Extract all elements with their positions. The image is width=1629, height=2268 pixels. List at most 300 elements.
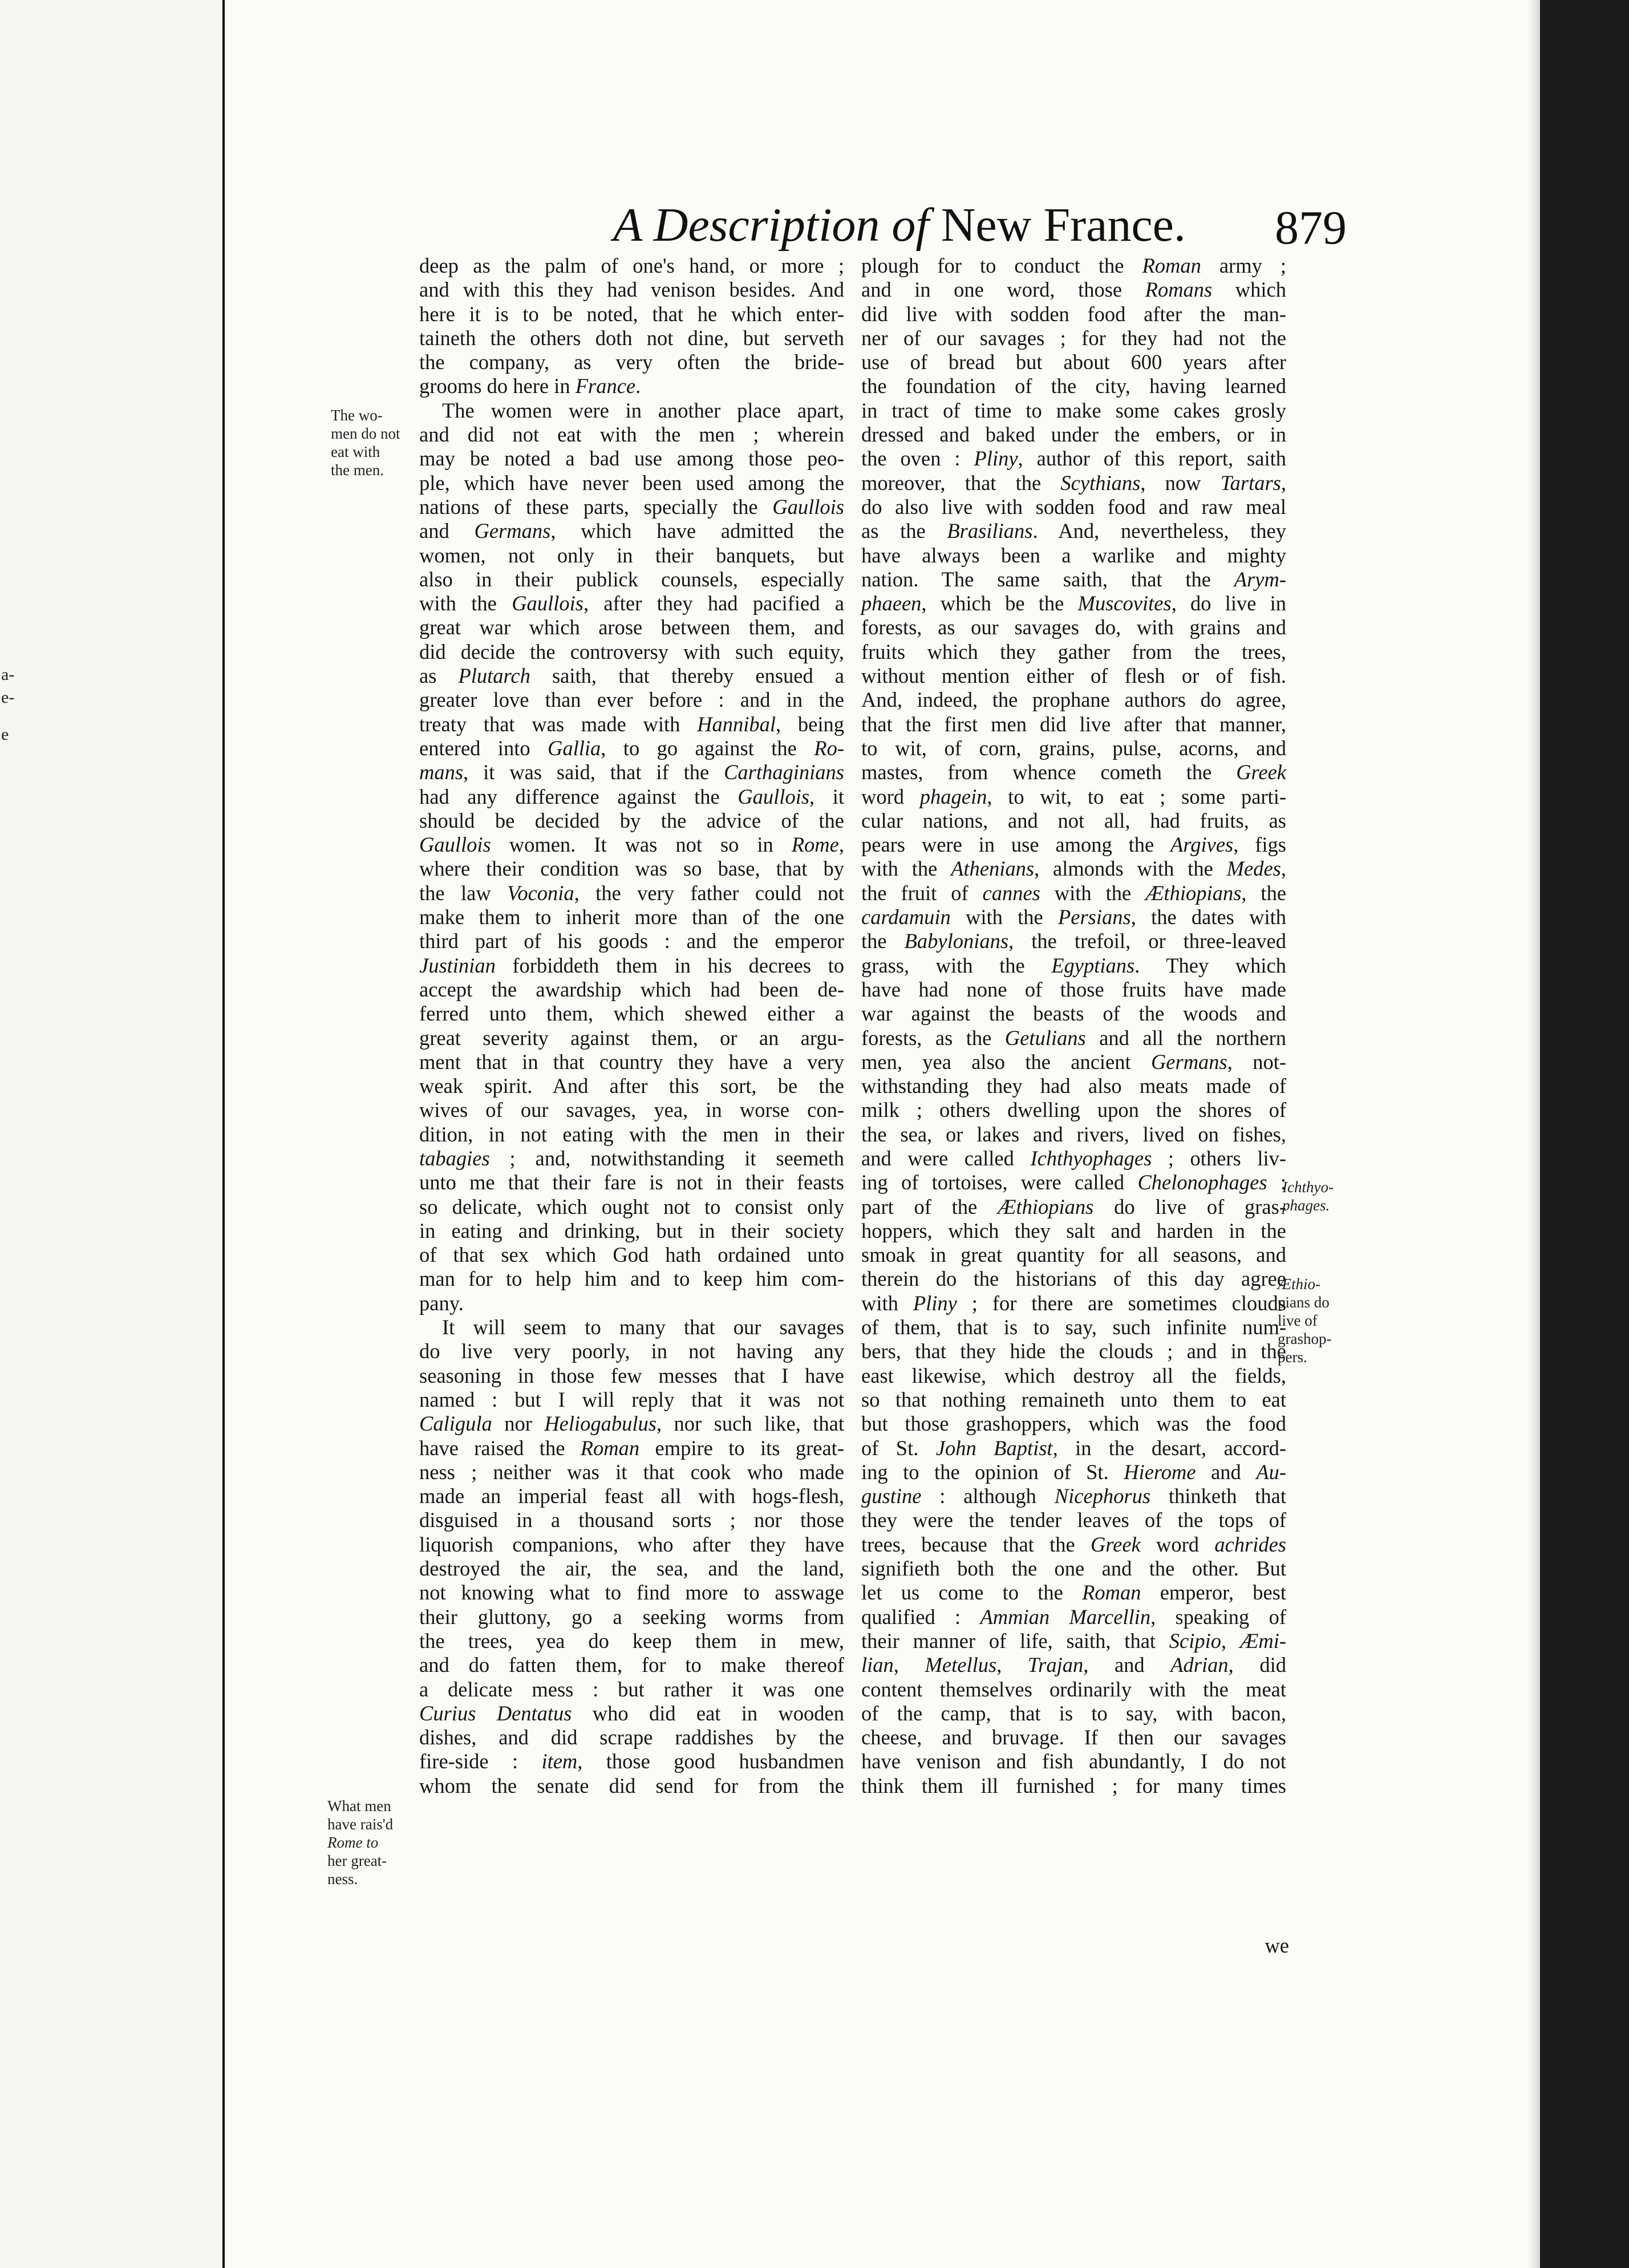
text-line xyxy=(861,447,1286,471)
text-line xyxy=(419,1050,844,1074)
text-line xyxy=(419,544,844,568)
text-line xyxy=(861,640,1286,664)
text-segment: the xyxy=(861,929,905,953)
text-segment: grooms do here in xyxy=(419,374,576,398)
text-line xyxy=(419,640,844,664)
text-line xyxy=(861,350,1286,374)
text-segment: Gaullois xyxy=(419,833,491,857)
text-segment: unto me that their fare is not in their feasts xyxy=(419,1171,844,1194)
text-line xyxy=(419,302,844,326)
text-segment: as the xyxy=(861,519,947,543)
text-segment: the law xyxy=(419,881,508,905)
text-line xyxy=(861,1508,1286,1532)
text-segment: use of bread but about 600 years after xyxy=(861,350,1286,374)
text-segment: , do live in xyxy=(1171,592,1286,615)
text-line xyxy=(419,809,844,833)
text-segment: grass, with the xyxy=(861,953,1052,977)
text-line xyxy=(861,1388,1286,1412)
text-segment: war against the beasts of the woods and xyxy=(861,1002,1286,1026)
text-segment: Rome xyxy=(791,833,839,857)
text-line xyxy=(861,1702,1286,1726)
text-segment: : xyxy=(1267,1171,1286,1194)
text-line xyxy=(861,1678,1286,1702)
text-line xyxy=(861,736,1286,760)
text-segment: entered into xyxy=(419,736,548,760)
text-segment: ple, which have never been used among the xyxy=(419,471,844,495)
text-segment: Arym- xyxy=(1234,567,1286,591)
text-line xyxy=(861,857,1286,881)
text-segment: Greek xyxy=(1236,760,1286,784)
text-segment: nations of these parts, specially the xyxy=(419,495,773,519)
text-line xyxy=(419,1388,844,1412)
text-segment: and did not eat with the men ; wherein xyxy=(419,423,844,447)
text-line xyxy=(419,592,844,615)
text-segment: milk ; others dwelling upon the shores of xyxy=(861,1098,1286,1122)
text-segment: , nor such like, that xyxy=(657,1412,845,1436)
text-line xyxy=(861,302,1286,326)
text-segment: Greek xyxy=(1090,1532,1141,1556)
text-line xyxy=(861,592,1286,615)
text-segment: : although xyxy=(921,1484,1055,1508)
text-segment: , speaking of xyxy=(1150,1605,1286,1629)
text-line xyxy=(419,1629,844,1653)
text-segment: liquorish companions, who after they have xyxy=(419,1532,844,1556)
text-segment: should be decided by the advice of the xyxy=(419,808,844,832)
text-segment: think them ill furnished ; for many times xyxy=(861,1773,1286,1797)
text-segment: with the xyxy=(861,857,951,881)
text-line xyxy=(419,736,844,760)
text-segment: , it xyxy=(809,784,844,808)
running-title-roman: New France. xyxy=(941,199,1186,252)
text-segment: , to wit, to eat ; some parti- xyxy=(987,784,1286,808)
text-segment: did decide the controversy with such equity, xyxy=(419,639,844,663)
text-line xyxy=(861,1533,1286,1557)
text-line xyxy=(861,1653,1286,1677)
text-segment: , to go against the xyxy=(601,736,814,760)
page-fold-shadow xyxy=(1527,0,1540,2268)
text-line xyxy=(861,1774,1286,1798)
fragment: e- xyxy=(1,688,15,707)
text-line xyxy=(861,954,1286,978)
text-segment: ; for there are sometimes clouds xyxy=(957,1291,1286,1315)
text-line xyxy=(861,471,1286,495)
text-segment: Scythians xyxy=(1060,471,1141,495)
text-segment: Roman xyxy=(1082,1581,1141,1605)
text-segment: Egyptians xyxy=(1051,953,1135,977)
text-segment: greater love than ever before : and in the xyxy=(419,688,844,712)
text-line xyxy=(419,664,844,688)
text-segment: here it is to be noted, that he which enter- xyxy=(419,302,844,326)
text-line xyxy=(419,1002,844,1026)
text-segment: Voconia xyxy=(507,881,574,905)
text-line xyxy=(419,978,844,1002)
text-segment: France xyxy=(575,374,636,398)
text-segment: Hannibal xyxy=(697,712,776,736)
text-segment: Persians xyxy=(1057,905,1131,929)
text-segment: , those good husbandmen xyxy=(577,1749,844,1773)
text-segment: dressed and baked under the embers, or in xyxy=(861,423,1286,447)
margin-note-line: Ichthyo- xyxy=(1282,1178,1334,1196)
text-segment: And, indeed, the prophane authors do agree, xyxy=(861,688,1286,712)
text-line xyxy=(861,1002,1286,1026)
text-line xyxy=(861,664,1286,688)
text-line xyxy=(861,785,1286,809)
text-segment: thinketh that xyxy=(1150,1484,1286,1508)
text-line xyxy=(861,1315,1286,1339)
text-line xyxy=(861,326,1286,350)
text-segment: Gaullois xyxy=(512,592,583,615)
fragment: a- xyxy=(1,665,15,684)
text-line xyxy=(419,1774,844,1798)
text-line xyxy=(861,1605,1286,1629)
text-line xyxy=(419,519,844,543)
text-segment: Argives xyxy=(1170,833,1234,857)
text-segment: made an imperial feast all with hogs-flesh, xyxy=(419,1484,844,1508)
text-segment: , author of this report, saith xyxy=(1018,447,1286,471)
text-segment: Plutarch xyxy=(458,664,530,688)
text-line xyxy=(419,568,844,592)
text-line xyxy=(419,905,844,929)
text-segment: with the xyxy=(950,905,1058,929)
text-segment: and in one word, those xyxy=(861,278,1145,302)
text-segment: without mention either of flesh or of fish. xyxy=(861,664,1286,688)
text-segment: . xyxy=(635,374,641,398)
text-segment: The women were in another place apart, xyxy=(442,398,844,422)
text-line xyxy=(419,1533,844,1557)
text-segment: do live of gras- xyxy=(1093,1194,1286,1218)
text-segment: . They which xyxy=(1134,953,1286,977)
text-segment: Germans xyxy=(474,519,551,543)
text-segment: therein do the historians of this day agree xyxy=(861,1267,1286,1291)
text-segment: Æmi- xyxy=(1239,1629,1286,1653)
text-segment: and with this they had venison besides. And xyxy=(419,278,844,302)
text-segment: have had none of those fruits have made xyxy=(861,977,1286,1001)
margin-note-ichthyophages xyxy=(1282,1178,1362,1214)
text-segment: smoak in great quantity for all seasons, and xyxy=(861,1243,1286,1267)
text-line xyxy=(861,1267,1286,1291)
text-line xyxy=(419,785,844,809)
text-segment: the fruit of xyxy=(861,881,983,905)
text-segment: their gluttony, go a seeking worms from xyxy=(419,1605,844,1629)
text-segment: do live very poorly, in not having any xyxy=(419,1339,844,1363)
text-segment: , the trefoil, or three-leaved xyxy=(1008,929,1286,953)
text-line xyxy=(861,1460,1286,1484)
margin-note-rome xyxy=(327,1797,419,1888)
text-segment: , in the desart, accord- xyxy=(1052,1436,1286,1460)
text-segment: Hierome xyxy=(1124,1460,1196,1484)
text-segment: word xyxy=(1140,1532,1215,1556)
text-segment: seasoning in those few messes that I have xyxy=(419,1363,844,1387)
text-segment: , xyxy=(1280,857,1287,881)
text-segment: part of the xyxy=(861,1194,998,1218)
margin-note-line: Rome to xyxy=(327,1834,379,1851)
text-line xyxy=(419,954,844,978)
text-segment: Getulians xyxy=(1004,1026,1086,1050)
text-segment: third part of his goods : and the emperor xyxy=(419,929,844,953)
text-segment: bers, that they hide the clouds ; and in the xyxy=(861,1339,1286,1363)
text-segment: they were the tender leaves of the tops of xyxy=(861,1508,1286,1532)
text-segment: dition, in not eating with the men in their xyxy=(419,1122,844,1146)
text-segment: who did eat in wooden xyxy=(572,1701,844,1725)
margin-note-line: phages. xyxy=(1282,1197,1330,1214)
text-segment: ferred unto them, which shewed either a xyxy=(419,1002,844,1026)
margin-note-line: men do not xyxy=(331,425,400,442)
text-segment: empire to its great- xyxy=(639,1436,844,1460)
text-line xyxy=(419,1315,844,1339)
text-line xyxy=(861,615,1286,639)
text-segment: Tartars xyxy=(1220,471,1281,495)
text-segment: , xyxy=(893,1653,925,1677)
text-line xyxy=(861,519,1286,543)
text-line xyxy=(861,1364,1286,1388)
text-segment: make them to inherit more than of the one xyxy=(419,905,844,929)
text-segment: so delicate, which ought not to consist only xyxy=(419,1194,844,1218)
text-line xyxy=(419,1219,844,1243)
text-segment: Gallia xyxy=(547,736,601,760)
text-segment: mastes, from whence cometh the xyxy=(861,760,1237,784)
text-line xyxy=(419,1026,844,1050)
text-segment: Romans xyxy=(1145,278,1213,302)
text-segment: ; and, notwithstanding it seemeth xyxy=(489,1146,844,1170)
text-segment: hoppers, which they salt and harden in the xyxy=(861,1218,1286,1242)
text-segment: the trees, yea do keep them in mew, xyxy=(419,1629,844,1653)
catchword: we xyxy=(1265,1934,1289,1957)
text-segment: lian xyxy=(861,1653,894,1677)
text-line xyxy=(419,1339,844,1363)
text-segment: item xyxy=(541,1749,578,1773)
text-segment: let us come to the xyxy=(861,1581,1083,1605)
text-line xyxy=(419,1436,844,1460)
text-line xyxy=(419,712,844,736)
text-segment: with the xyxy=(419,592,512,615)
text-segment: disguised in a thousand sorts ; nor those xyxy=(419,1508,844,1532)
text-segment: to wit, of corn, grains, pulse, acorns, and xyxy=(861,736,1286,760)
margin-note-line: the men. xyxy=(331,461,384,479)
previous-page-edge xyxy=(0,0,222,2268)
text-segment: that the first men did live after that manner, xyxy=(861,712,1286,736)
text-segment: ing of tortoises, were called xyxy=(861,1171,1138,1194)
text-line xyxy=(419,1147,844,1171)
text-line xyxy=(861,1195,1286,1219)
margin-note-line: ness. xyxy=(327,1870,358,1888)
text-segment: deep as the palm of one's hand, or more ; xyxy=(419,254,844,277)
page-number: 879 xyxy=(1275,201,1347,254)
text-line xyxy=(861,905,1286,929)
text-segment: Heliogabulus xyxy=(544,1412,657,1436)
text-segment: trees, because that the xyxy=(861,1532,1091,1556)
text-line xyxy=(419,615,844,639)
text-segment: accept the awardship which had been de- xyxy=(419,977,844,1001)
text-segment: cardamuin xyxy=(861,905,951,929)
text-segment: men, yea also the ancient xyxy=(861,1050,1151,1074)
text-segment: women. It was not so in xyxy=(491,833,792,857)
text-line xyxy=(419,1412,844,1436)
text-segment: great war which arose between them, and xyxy=(419,615,844,639)
text-line xyxy=(419,326,844,350)
text-segment: , the very father could not xyxy=(574,881,845,905)
margin-note-line: Æthio- xyxy=(1278,1275,1321,1293)
text-segment: fire-side : xyxy=(419,1749,542,1773)
text-segment: Æthiopians xyxy=(1145,881,1242,905)
text-segment: of the camp, that is to say, with bacon, xyxy=(861,1701,1286,1725)
text-segment: Caligula xyxy=(419,1412,492,1436)
text-segment: Athenians xyxy=(951,857,1035,881)
text-segment: the company, as very often the bride- xyxy=(419,350,844,374)
text-segment: , almonds with the xyxy=(1034,857,1227,881)
text-segment: word xyxy=(861,784,920,808)
text-line xyxy=(419,1557,844,1581)
text-segment: with xyxy=(861,1291,913,1315)
text-segment: taineth the others doth not dine, but serveth xyxy=(419,326,844,350)
text-line xyxy=(861,688,1286,712)
text-line xyxy=(419,1364,844,1388)
text-segment: Metellus xyxy=(925,1653,997,1677)
text-segment: Au- xyxy=(1256,1460,1287,1484)
text-line xyxy=(861,1243,1286,1267)
margin-note-line: live of xyxy=(1278,1312,1318,1329)
text-segment: Germans xyxy=(1150,1050,1227,1074)
margin-note-line: What men xyxy=(327,1797,391,1815)
text-segment: , and xyxy=(1083,1653,1171,1677)
text-segment: named : but I will reply that it was not xyxy=(419,1387,844,1411)
text-line xyxy=(419,1605,844,1629)
text-line xyxy=(419,1749,844,1773)
text-segment: ness ; neither was it that cook who made xyxy=(419,1460,844,1484)
text-segment: nation. The same saith, that the xyxy=(861,567,1234,591)
text-segment: phagein xyxy=(919,784,987,808)
text-segment: ; others liv- xyxy=(1152,1146,1287,1170)
text-segment: pany. xyxy=(419,1291,464,1315)
fragment: e xyxy=(1,725,9,744)
text-segment: moreover, that the xyxy=(861,471,1061,495)
text-segment: and xyxy=(419,519,475,543)
text-line xyxy=(861,1026,1286,1050)
text-segment: achrides xyxy=(1214,1532,1287,1556)
text-segment: Justinian xyxy=(419,953,496,977)
text-segment: cular nations, and not all, had fruits, as xyxy=(861,808,1286,832)
text-segment: women, not only in their banquets, but xyxy=(419,543,844,567)
text-segment: the foundation of the city, having learned xyxy=(861,374,1286,398)
text-segment: , figs xyxy=(1233,833,1287,857)
text-line xyxy=(861,278,1286,302)
text-segment: and xyxy=(1196,1460,1257,1484)
text-segment: ing to the opinion of St. xyxy=(861,1460,1124,1484)
text-segment: It will seem to many that our savages xyxy=(442,1315,844,1339)
text-line xyxy=(861,1147,1286,1171)
text-segment: army ; xyxy=(1201,254,1286,277)
text-line xyxy=(419,1243,844,1267)
text-line xyxy=(861,1050,1286,1074)
text-line xyxy=(419,423,844,447)
text-segment: content themselves ordinarily with the meat xyxy=(861,1677,1286,1701)
text-segment: Chelonophages xyxy=(1137,1171,1267,1194)
text-segment: in eating and drinking, but in their society xyxy=(419,1218,844,1242)
text-segment: , which have admitted the xyxy=(550,519,844,543)
text-segment: Ichthyophages xyxy=(1030,1146,1152,1170)
text-line xyxy=(861,1291,1286,1315)
text-line xyxy=(419,1460,844,1484)
text-segment: may be noted a bad use among those peo- xyxy=(419,447,844,471)
text-segment: with the xyxy=(1040,881,1146,905)
text-segment: so that nothing remaineth unto them to eat xyxy=(861,1387,1286,1411)
text-segment: pears were in use among the xyxy=(861,833,1171,857)
text-segment: had any difference against the xyxy=(419,784,738,808)
text-segment: Adrian xyxy=(1170,1653,1229,1677)
text-segment: not knowing what to find more to asswage xyxy=(419,1581,844,1605)
text-segment: whom the senate did send for from the xyxy=(419,1773,844,1797)
text-line xyxy=(861,760,1286,784)
text-segment: but those grashoppers, which was the food xyxy=(861,1412,1286,1436)
text-line xyxy=(861,833,1286,857)
text-line xyxy=(419,1195,844,1219)
text-segment: and were called xyxy=(861,1146,1031,1170)
text-line xyxy=(861,495,1286,519)
text-segment: a delicate mess : but rather it was one xyxy=(419,1677,844,1701)
text-line xyxy=(419,1484,844,1508)
text-segment: which xyxy=(1212,278,1286,302)
text-segment: Trajan xyxy=(1027,1653,1084,1677)
text-segment: Carthaginians xyxy=(724,760,844,784)
text-line xyxy=(419,1726,844,1749)
text-segment: emperor, best xyxy=(1141,1581,1286,1605)
text-segment: Brasilians xyxy=(947,519,1033,543)
text-segment: the sea, or lakes and rivers, lived on fishes, xyxy=(861,1122,1286,1146)
text-segment: Pliny xyxy=(974,447,1018,471)
text-segment: of that sex which God hath ordained unto xyxy=(419,1243,844,1267)
margin-note-line: The wo- xyxy=(331,407,383,424)
text-line xyxy=(419,1291,844,1315)
text-segment: did live with sodden food after the man- xyxy=(861,302,1286,326)
text-segment: Gaullois xyxy=(772,495,844,519)
text-line xyxy=(861,1339,1286,1363)
text-line xyxy=(861,1726,1286,1749)
text-line xyxy=(419,833,844,857)
text-segment: dishes, and did scrape raddishes by the xyxy=(419,1726,844,1749)
text-segment: fruits which they gather from the trees, xyxy=(861,639,1286,663)
text-segment: destroyed the air, the sea, and the land, xyxy=(419,1557,844,1581)
margin-note-line: grashop- xyxy=(1278,1330,1332,1347)
text-segment: have venison and fish abundantly, I do not xyxy=(861,1749,1286,1773)
margin-note-line: eat with xyxy=(331,443,380,460)
text-segment: Nicephorus xyxy=(1054,1484,1151,1508)
margin-note-line: have rais'd xyxy=(327,1816,394,1833)
text-segment: John Baptist xyxy=(935,1436,1053,1460)
text-segment: Ammian Marcellin xyxy=(980,1605,1151,1629)
text-segment: Babylonians xyxy=(904,929,1009,953)
text-segment: signifieth both the one and the other. But xyxy=(861,1557,1286,1581)
text-segment: ment that in that country they have a very xyxy=(419,1050,844,1074)
text-line xyxy=(419,1702,844,1726)
text-line xyxy=(419,254,844,278)
text-segment: saith, that thereby ensued a xyxy=(530,664,845,688)
running-title-italic: A Description of xyxy=(613,199,929,252)
text-segment: their manner of life, saith, that xyxy=(861,1629,1169,1653)
margin-note-aethiopians xyxy=(1278,1275,1363,1366)
text-segment: Muscovites xyxy=(1077,592,1172,615)
scan-background xyxy=(1540,0,1629,2268)
text-line xyxy=(419,688,844,712)
text-line xyxy=(419,1074,844,1098)
text-segment: Pliny xyxy=(913,1291,957,1315)
text-line xyxy=(419,399,844,423)
text-line xyxy=(861,1629,1286,1653)
text-segment: qualified : xyxy=(861,1605,980,1629)
text-line xyxy=(861,254,1286,278)
text-segment: forbiddeth them in his decrees to xyxy=(495,953,844,977)
text-line xyxy=(861,1098,1286,1122)
text-segment: ner of our savages ; for they had not the xyxy=(861,326,1286,350)
text-segment: east likewise, which destroy all the fields, xyxy=(861,1363,1286,1387)
